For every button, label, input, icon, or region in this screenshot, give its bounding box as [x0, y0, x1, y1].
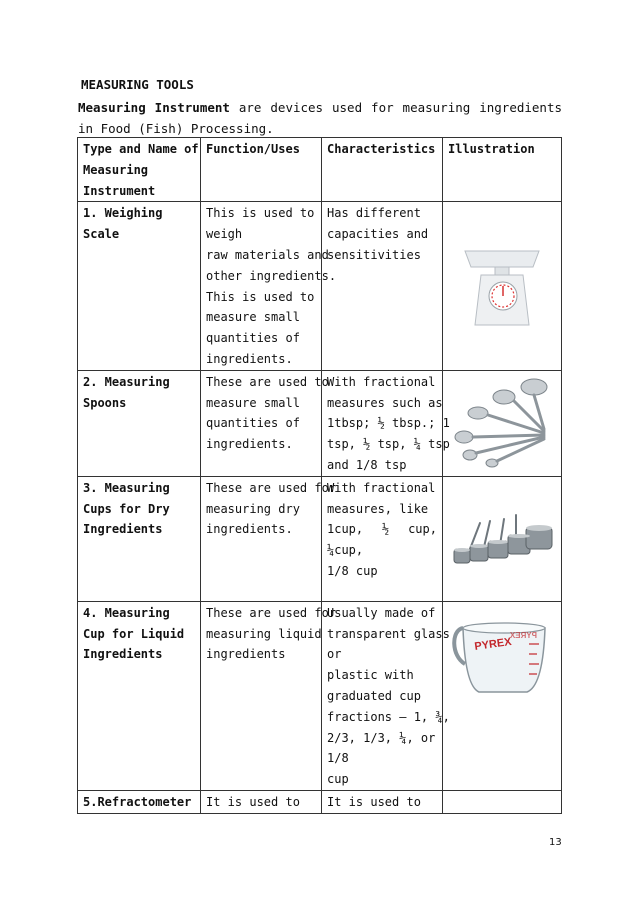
justified-line: 1cup, ½ cup, — [327, 522, 437, 537]
row-function: These are used to measure small quantities of ingredients. — [201, 370, 322, 476]
table-row — [78, 370, 562, 476]
header-type-name: Type and Name of Measuring Instrument — [78, 138, 201, 202]
row-characteristics: Usually made of transparent glass or plastic with graduated cup fractions – 1, ¾, 2/3, 1/3, ¼, or 1/8 cup — [322, 601, 443, 790]
intro-paragraph — [78, 97, 562, 139]
header-illustration: Illustration — [443, 138, 562, 202]
row-name: 5.Refractometer — [78, 790, 201, 813]
row-function: These are used for measuring liquid ingredients — [201, 601, 322, 790]
row-name: 2. Measuring Spoons — [78, 370, 201, 476]
row-characteristics: With fractional measures, like 1cup, ½ cup, ¼cup, 1/8 cup — [322, 476, 443, 601]
row-function: This is used to weigh raw materials and other ingredients. This is used to measure small quantities of ingredients. — [201, 202, 322, 370]
row-function: These are used for measuring dry ingredients. — [201, 476, 322, 601]
table-row — [78, 790, 562, 813]
row-illustration — [443, 370, 562, 476]
table-row — [78, 601, 562, 790]
row-illustration — [443, 601, 562, 790]
row-name: 4. Measuring Cup for Liquid Ingredients — [78, 601, 201, 790]
page-number: 13 — [549, 837, 562, 848]
table-row — [78, 476, 562, 601]
row-illustration — [443, 476, 562, 601]
intro-bold-term: Measuring Instrument — [78, 100, 230, 115]
row-characteristics: With fractional measures such as 1tbsp; ½ tbsp.; 1 tsp, ½ tsp, ¼ tsp and 1/8 tsp — [322, 370, 443, 476]
header-function: Function/Uses — [201, 138, 322, 202]
row-illustration — [443, 202, 562, 370]
row-characteristics: Has different capacities and sensitivities — [322, 202, 443, 370]
dry-measuring-cups-icon — [450, 509, 554, 569]
table-header-row — [78, 138, 562, 202]
pyrex-brand-text-rear: PYREX — [509, 630, 537, 640]
table-row — [78, 202, 562, 370]
measuring-spoons-icon — [450, 377, 554, 469]
row-function: It is used to — [201, 790, 322, 813]
measuring-tools-table — [77, 137, 562, 814]
header-characteristics: Characteristics — [322, 138, 443, 202]
row-name: 1. Weighing Scale — [78, 202, 201, 370]
weighing-scale-icon — [457, 241, 547, 331]
row-characteristics: It is used to — [322, 790, 443, 813]
row-name: 3. Measuring Cups for Dry Ingredients — [78, 476, 201, 601]
intro-text: are devices used for measuring ingredients in Food (Fish) Processing. — [78, 100, 563, 136]
row-illustration — [443, 790, 562, 813]
section-heading: MEASURING TOOLS — [81, 77, 194, 92]
liquid-measuring-cup-icon — [449, 616, 555, 696]
pyrex-brand-text: PYREX — [473, 635, 513, 653]
